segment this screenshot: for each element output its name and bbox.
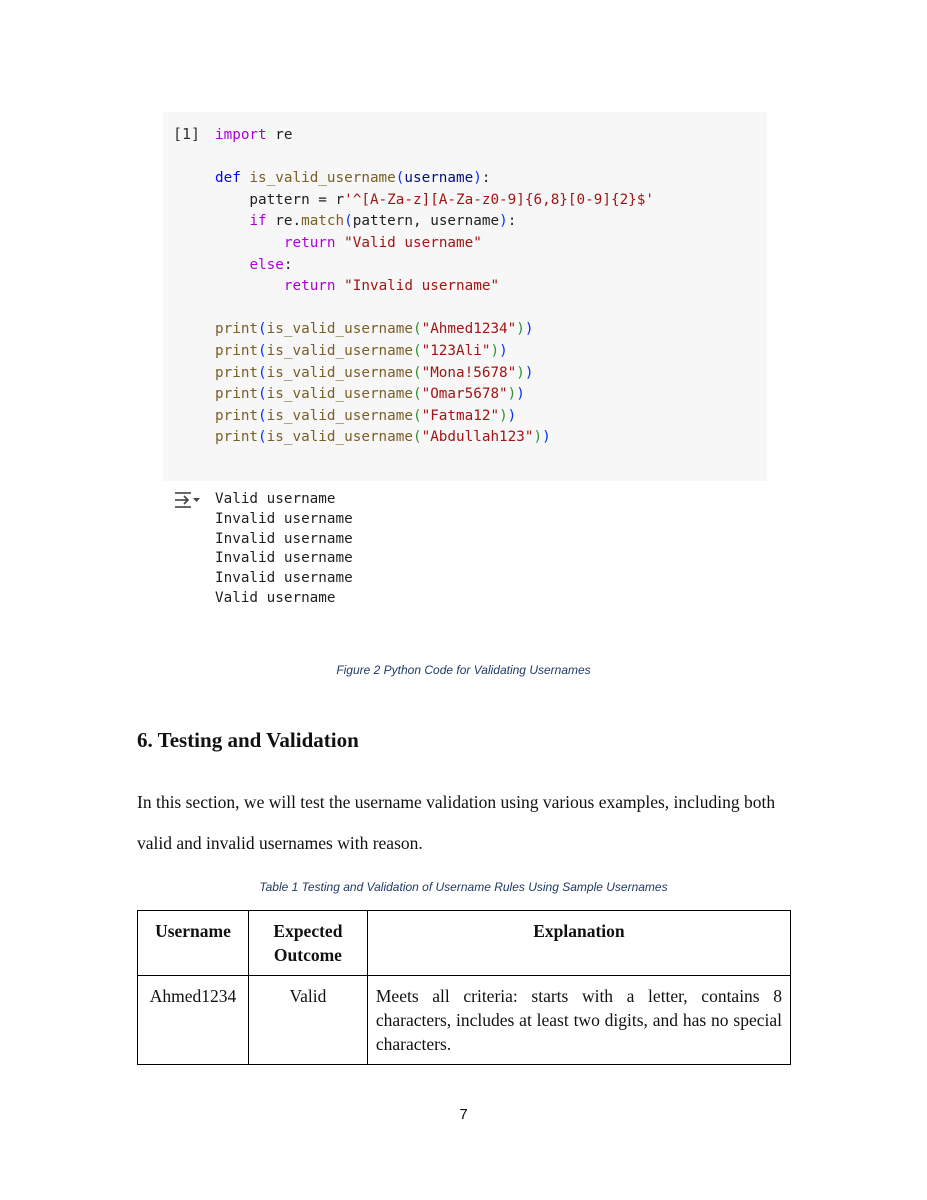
cell-output	[215, 490, 353, 609]
code-line-6: return "Valid username"	[283, 234, 482, 251]
code-line-3: def is_valid_username(username):	[215, 170, 491, 187]
page-number: 7	[459, 1106, 468, 1123]
header-username: Username	[138, 911, 249, 976]
results-table	[137, 910, 791, 1065]
output-line: Invalid username	[215, 510, 353, 527]
output-toggle-icon[interactable]	[173, 490, 201, 510]
code-line-4: pattern = r'^[A-Za-z][A-Za-z0-9]{6,8}[0-9]{2}$'	[215, 191, 654, 208]
table-caption: Table 1 Testing and Validation of Username Rules Using Sample Usernames	[259, 880, 668, 894]
code-line-1: import re	[215, 127, 293, 143]
section-heading: 6. Testing and Validation	[137, 728, 359, 752]
output-line: Valid username	[215, 491, 336, 507]
code-line-13: print(is_valid_username("Omar5678"))	[215, 386, 525, 403]
cell-execution-label: [1]	[173, 125, 201, 143]
code-block	[215, 125, 654, 449]
code-line-15: print(is_valid_username("Abdullah123"))	[215, 429, 551, 446]
code-line-14: print(is_valid_username("Fatma12"))	[215, 407, 517, 424]
code-line-8: return "Invalid username"	[283, 278, 500, 295]
cell-explanation: Meets all criteria: starts with a letter, contains 8 characters, includes at least two digits, and has no special characters.	[367, 976, 790, 1065]
output-line: Invalid username	[215, 530, 353, 547]
section-paragraph: In this section, we will test the username validation using various examples, including both valid and invalid usernames with reason.	[137, 792, 776, 853]
code-line-7: else:	[249, 256, 293, 273]
header-expected-outcome: Expected Outcome	[248, 911, 367, 976]
table-header-row	[138, 911, 791, 976]
output-line: Valid username	[215, 589, 336, 606]
output-line: Invalid username	[215, 570, 353, 587]
output-line: Invalid username	[215, 550, 353, 567]
figure-caption: Figure 2 Python Code for Validating Usernames	[336, 663, 591, 677]
code-line-12: print(is_valid_username("Mona!5678"))	[215, 364, 534, 381]
code-line-11: print(is_valid_username("123Ali"))	[215, 342, 508, 359]
code-line-10: print(is_valid_username("Ahmed1234"))	[215, 321, 534, 338]
cell-expected-outcome: Valid	[248, 976, 367, 1065]
code-line-5: if re.match(pattern, username):	[249, 213, 517, 230]
header-explanation: Explanation	[367, 911, 790, 976]
cell-username: Ahmed1234	[138, 976, 249, 1065]
table-row	[138, 976, 791, 1065]
